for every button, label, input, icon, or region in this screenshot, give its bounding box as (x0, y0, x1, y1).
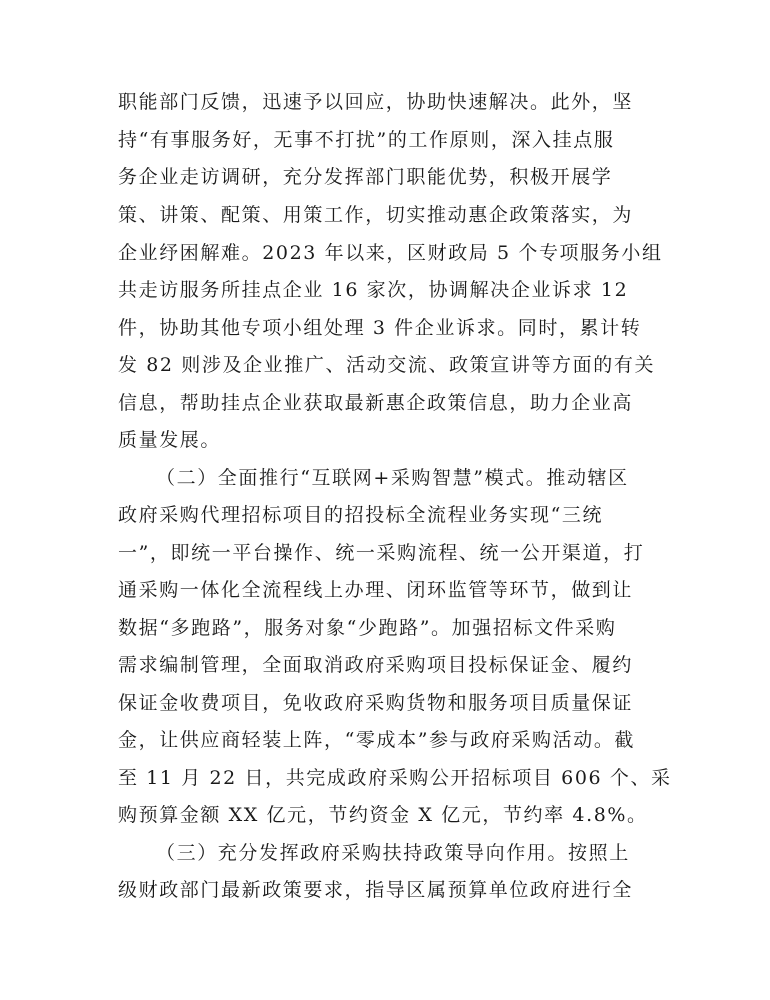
section-heading-line: （二）全面推行“互联网+采购智慧”模式。推动辖区 (156, 467, 629, 489)
text-line: 件，协助其他专项小组处理 3 件企业诉求。同时，累计转 (118, 317, 642, 339)
text-line: 共走访服务所挂点企业 16 家次，协调解决企业诉求 12 (118, 279, 629, 301)
text-line: 政府采购代理招标项目的招投标全流程业务实现“三统 (118, 504, 604, 526)
text-line: 持“有事服务好，无事不打扰”的工作原则，深入挂点服 (118, 129, 615, 151)
text-line: 购预算金额 XX 亿元，节约资金 X 亿元，节约率 4.8%。 (118, 804, 648, 826)
text-line: 发 82 则涉及企业推广、活动交流、政策宣讲等方面的有关 (118, 354, 656, 376)
text-line: 质量发展。 (118, 429, 222, 451)
text-line: 策、讲策、配策、用策工作，切实推动惠企政策落实，为 (118, 204, 634, 226)
text-line: 需求编制管理，全面取消政府采购项目投标保证金、履约 (118, 654, 634, 676)
text-line: 级财政部门最新政策要求，指导区属预算单位政府进行全 (118, 879, 634, 901)
text-line: 务企业走访调研，充分发挥部门职能优势，积极开展学 (118, 166, 613, 188)
text-line: 数据“多跑路”，服务对象“少跑路”。加强招标文件采购 (118, 617, 617, 639)
text-line: 企业纾困解难。2023 年以来，区财政局 5 个专项服务小组 (118, 242, 663, 264)
text-line: 金，让供应商轻装上阵，“零成本”参与政府采购活动。截 (118, 729, 636, 751)
section-heading-line: （三）充分发挥政府采购扶持政策导向作用。按照上 (156, 842, 630, 864)
text-line: 一”，即统一平台操作、统一采购流程、统一公开渠道，打 (118, 542, 645, 564)
text-line: 信息，帮助挂点企业获取最新惠企政策信息，助力企业高 (118, 392, 634, 414)
text-line: 通采购一体化全流程线上办理、闭环监管等环节，做到让 (118, 579, 634, 601)
text-line: 保证金收费项目，免收政府采购货物和服务项目质量保证 (118, 692, 634, 714)
text-line: 职能部门反馈，迅速予以回应，协助快速解决。此外，坚 (118, 91, 634, 113)
text-line: 至 11 月 22 日，共完成政府采购公开招标项目 606 个、采 (118, 767, 672, 789)
